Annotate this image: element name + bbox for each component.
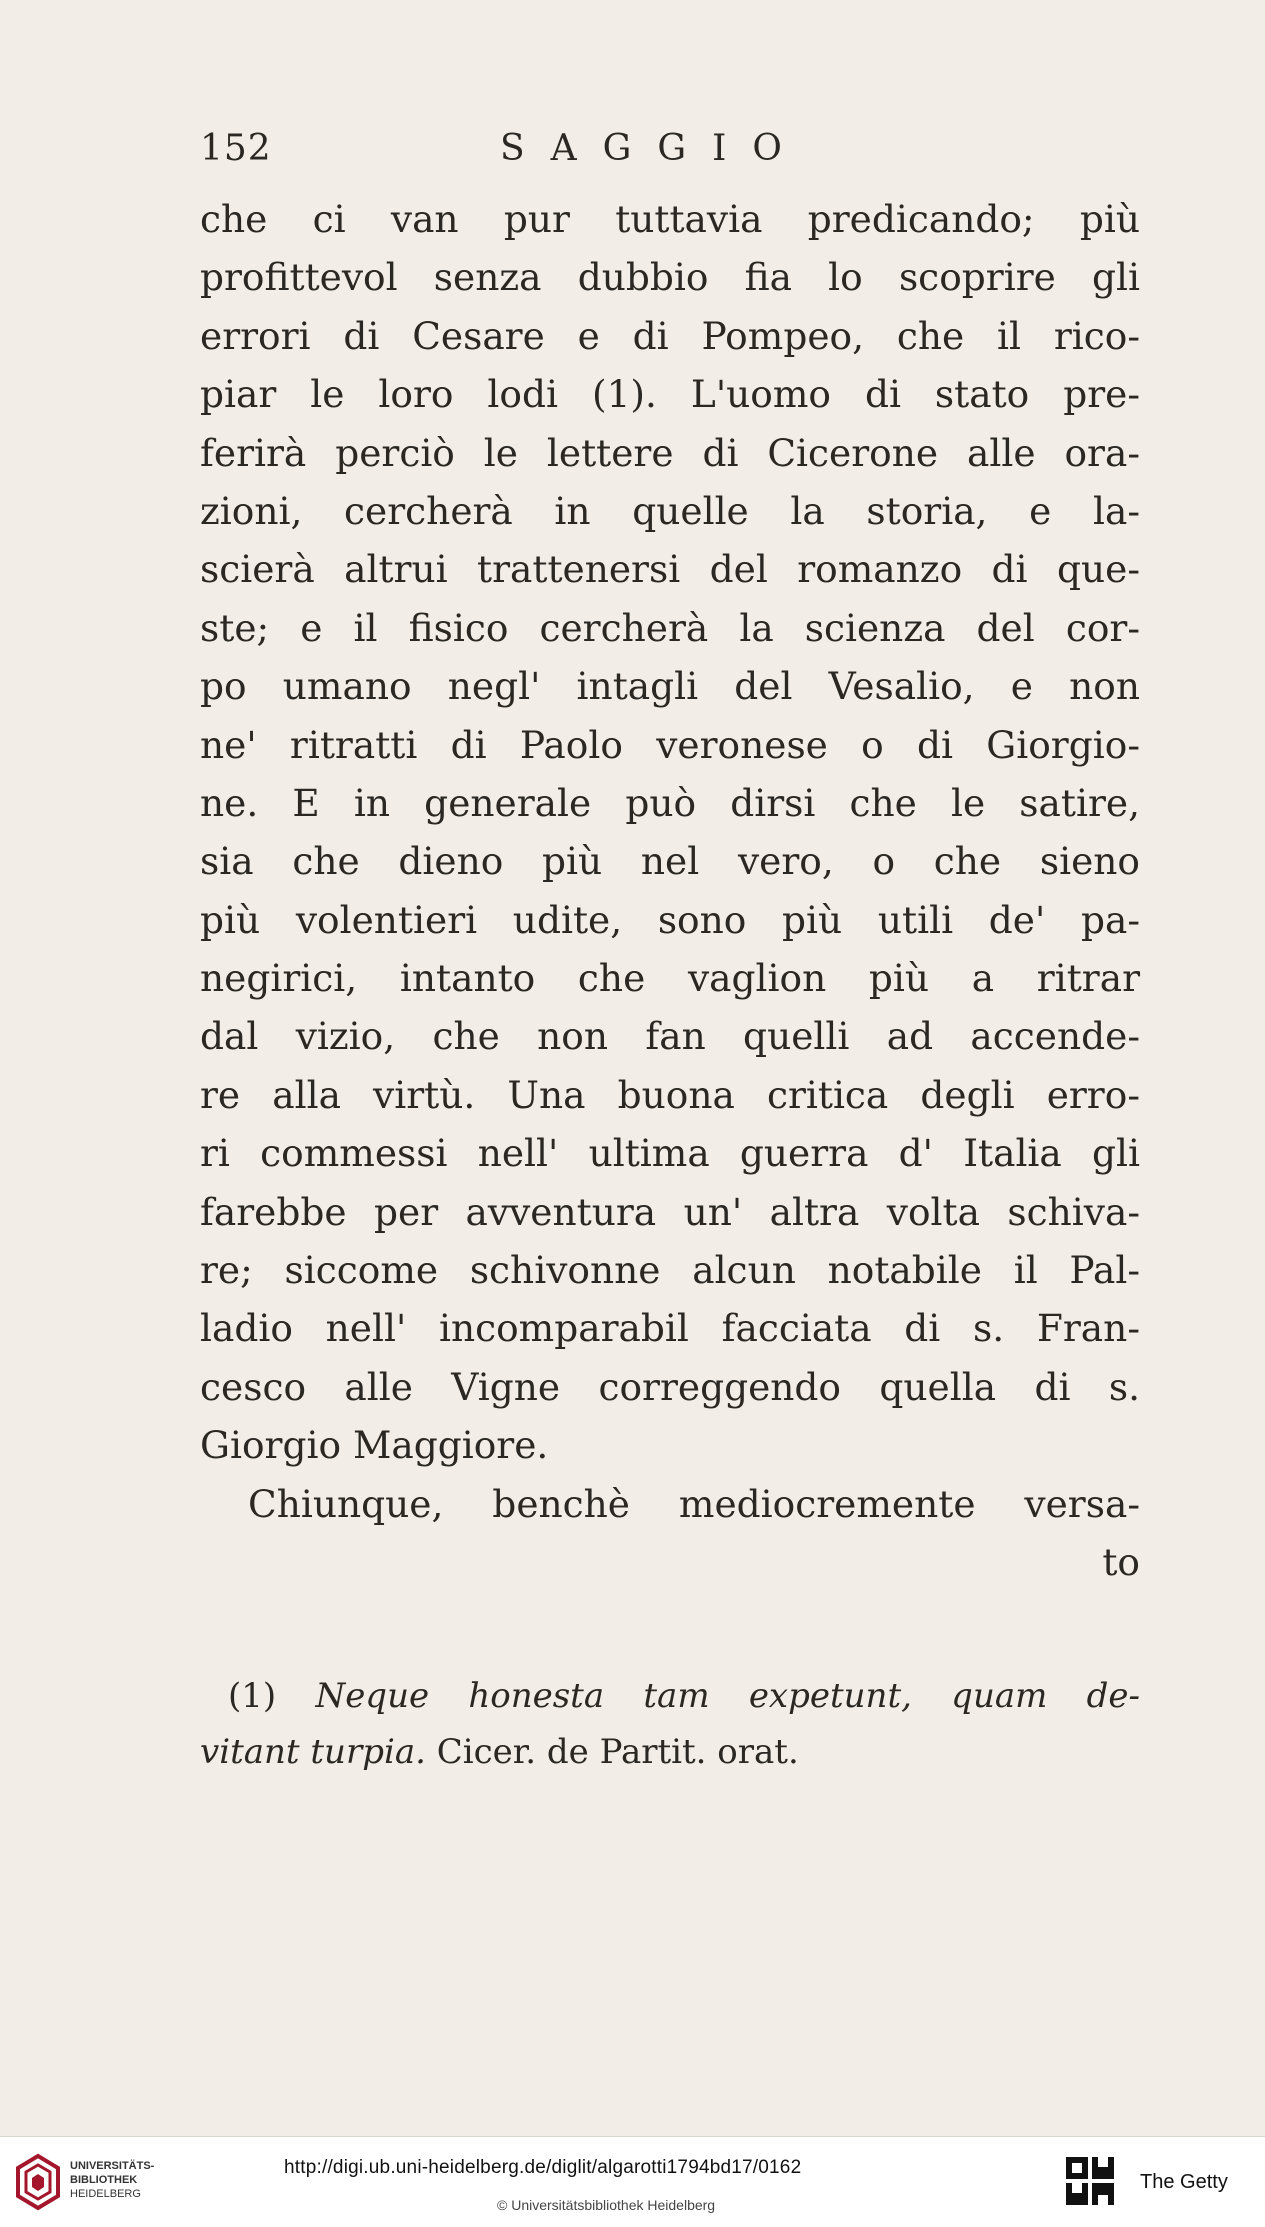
footnote-citation: Cicer. de Partit. orat. [436,1732,799,1772]
text-line: re; siccome schivonne alcun notabile il Pal- [200,1248,1140,1293]
institution-line: HEIDELBERG [70,2188,141,2200]
catchword: to [1102,1539,1140,1584]
text-line: che ci van pur tuttavia predicando; più [200,197,1140,241]
text-line: cesco alle Vigne correggendo quella di s. [200,1364,1140,1409]
text-line: ri commessi nell' ultima guerra d' Italia gli [200,1131,1140,1176]
permalink-url[interactable]: http://digi.ub.uni-heidelberg.de/diglit/algarotti1794bd17/0162 [284,2157,802,2178]
text-line: piar le loro lodi (1). L'uomo di stato pre- [200,372,1140,417]
institution-line: BIBLIOTHEK [70,2174,138,2186]
footnote-quote-end: vitant turpia. [200,1732,426,1772]
text-line: più volentieri udite, sono più utili de' pa- [200,897,1140,942]
getty-logo-icon[interactable] [1064,2155,1116,2211]
text-line: Giorgio Maggiore. [200,1423,549,1468]
text-line: ne' ritratti di Paolo veronese o di Giorgio- [200,722,1140,767]
text-line: scierà altrui trattenersi del romanzo di que- [200,547,1140,592]
footnote-marker: (1) [228,1676,277,1716]
page-header [200,128,1140,178]
institution-line: UNIVERSITÄTS- [70,2160,155,2172]
footnote-line [200,1668,1140,1724]
university-library-logo-icon[interactable] [12,2152,64,2212]
text-line: ste; e il fisico cercherà la scienza del cor- [200,605,1140,650]
text-line: re alla virtù. Una buona critica degli erro- [200,1072,1140,1117]
footnote [200,1668,1140,1780]
text-line: Chiunque, benchè mediocremente versa- [248,1481,1140,1526]
running-head: SAGGIO [500,128,808,169]
copyright-notice: © Universitätsbibliothek Heidelberg [497,2197,716,2213]
text-line: dal vizio, che non fan quelli ad accende- [200,1014,1140,1059]
text-line: ne. E in generale può dirsi che le satire, [200,780,1140,825]
body-text [200,190,1140,1591]
footnote-line [200,1724,1140,1780]
footnote-quote: Neque honesta tam expetunt, quam de- [315,1676,1140,1716]
text-line: zioni, cercherà in quelle la storia, e la- [200,488,1140,533]
page-number: 152 [200,128,272,169]
text-line: farebbe per avventura un' altra volta schiva- [200,1189,1140,1234]
viewer-footer [0,2136,1265,2227]
text-line: ladio nell' incomparabil facciata di s. Fran- [200,1306,1140,1351]
text-line: po umano negl' intagli del Vesalio, e non [200,664,1140,709]
text-line: negirici, intanto che vaglion più a ritrar [200,956,1140,1001]
text-line: ferirà perciò le lettere di Cicerone alle ora- [200,430,1140,475]
text-line: profittevol senza dubbio fia lo scoprire gli [200,255,1140,300]
university-library-name [70,2159,154,2201]
text-line: errori di Cesare e di Pompeo, che il rico- [200,313,1140,358]
partner-name: The Getty [1140,2171,1228,2193]
text-line: sia che dieno più nel vero, o che sieno [200,839,1140,884]
